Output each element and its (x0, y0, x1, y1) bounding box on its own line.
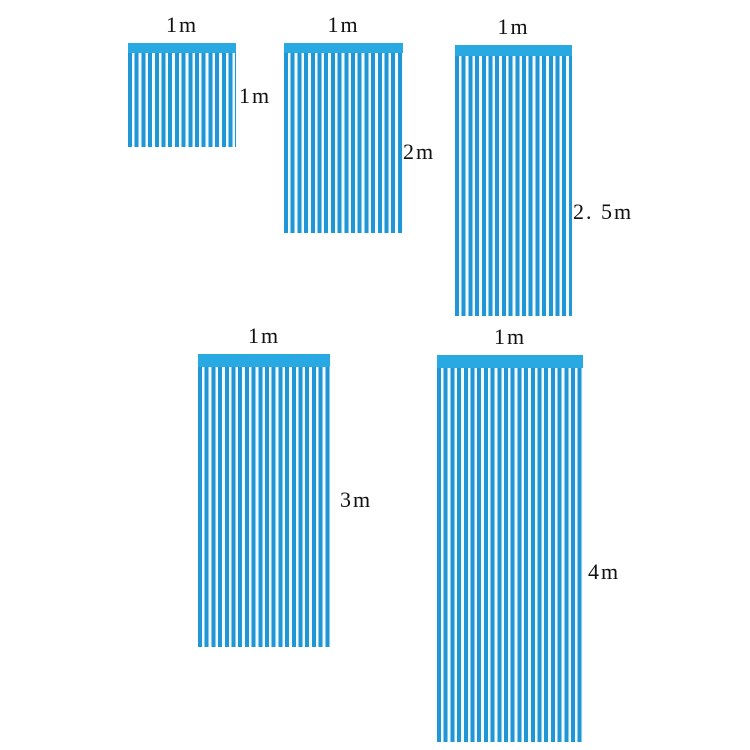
width-label: 1m (247, 323, 281, 348)
curtain-fringe (284, 53, 403, 233)
width-label: 1m (327, 12, 360, 37)
height-label: 3m (340, 487, 373, 512)
curtain-header-bar (455, 45, 572, 56)
curtain-panel (455, 45, 572, 316)
curtain-fringe (437, 368, 583, 742)
curtain-fringe (128, 53, 236, 147)
curtain-header-bar (198, 354, 330, 367)
curtain-diagram-4m (437, 324, 621, 742)
curtain-diagram-1m (128, 12, 272, 147)
curtain-diagram-2-5m (455, 14, 634, 316)
height-label: 2m (403, 139, 436, 164)
curtain-panel (198, 354, 330, 647)
curtain-panel (284, 43, 403, 233)
curtain-panel (437, 355, 583, 742)
curtain-diagram-3m (198, 323, 373, 647)
width-label: 1m (165, 12, 199, 37)
height-label: 1m (239, 83, 272, 108)
width-label: 1m (493, 324, 527, 349)
curtain-header-bar (437, 355, 583, 368)
curtain-diagram-2m (284, 12, 436, 233)
height-label: 2. 5m (573, 199, 634, 224)
curtain-panel (128, 43, 236, 147)
curtain-header-bar (128, 43, 236, 53)
curtain-fringe (198, 367, 330, 647)
curtain-fringe (455, 56, 572, 316)
height-label: 4m (588, 559, 621, 584)
width-label: 1m (497, 14, 530, 39)
curtain-header-bar (284, 43, 403, 53)
